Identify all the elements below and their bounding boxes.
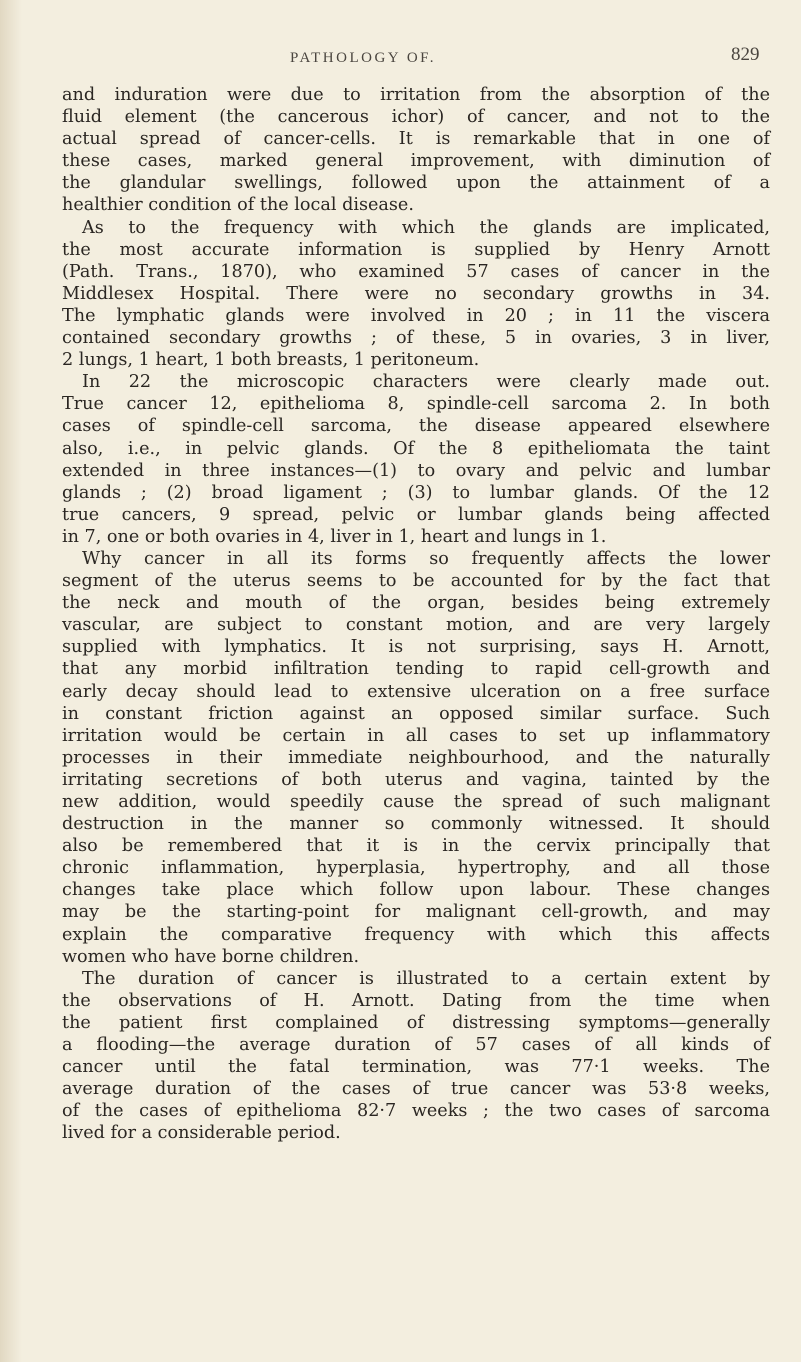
- text-line: in constant friction against an opposed similar surface. Such: [62, 703, 770, 724]
- text-line: processes in their immediate neighbourhood, and the naturally: [62, 747, 770, 768]
- paragraph: [62, 84, 770, 217]
- text-line: True cancer 12, epithelioma 8, spindle-cell sarcoma 2. In both: [62, 394, 770, 415]
- text-line: of the cases of epithelioma 82·7 weeks ; the two cases of sarcoma: [62, 1101, 770, 1122]
- paragraph: [62, 217, 770, 372]
- text-line: supplied with lymphatics. It is not surprising, says H. Arnott,: [62, 637, 770, 658]
- text-line: fluid element (the cancerous ichor) of cancer, and not to the: [62, 107, 770, 128]
- text-line: also, i.e., in pelvic glands. Of the 8 epitheliomata the taint: [62, 438, 770, 459]
- text-line: in 7, one or both ovaries in 4, liver in 1, heart and lungs in 1.: [62, 526, 607, 547]
- text-line: cancer until the fatal termination, was 77·1 weeks. The: [62, 1057, 770, 1078]
- text-line: a flooding—the average duration of 57 cases of all kinds of: [62, 1035, 770, 1056]
- text-line: Middlesex Hospital. There were no secondary growths in 34.: [62, 283, 770, 304]
- text-line: destruction in the manner so commonly witnessed. It should: [62, 814, 770, 835]
- paragraph: [62, 371, 770, 548]
- running-head: PATHOLOGY OF.: [290, 50, 437, 66]
- text-line: early decay should lead to extensive ulceration on a free surface: [62, 681, 770, 702]
- text-line: glands ; (2) broad ligament ; (3) to lumbar glands. Of the 12: [62, 482, 770, 503]
- paragraph: [62, 968, 770, 1145]
- page-number: 829: [731, 44, 760, 65]
- text-line: the glandular swellings, followed upon the attainment of a: [62, 173, 770, 194]
- text-line: new addition, would speedily cause the spread of such malignant: [62, 792, 770, 812]
- text-line: 2 lungs, 1 heart, 1 both breasts, 1 peritoneum.: [62, 350, 480, 371]
- text-line: may be the starting-point for malignant cell-growth, and may: [62, 902, 770, 923]
- text-line: that any morbid infiltration tending to rapid cell-growth and: [62, 659, 770, 680]
- text-line: also be remembered that it is in the cervix principally that: [62, 836, 770, 857]
- text-line: changes take place which follow upon labour. These changes: [62, 880, 770, 901]
- text-line: vascular, are subject to constant motion, and are very largely: [62, 615, 770, 636]
- text-line: (Path. Trans., 1870), who examined 57 cases of cancer in the: [62, 261, 770, 282]
- text-line: explain the comparative frequency with which this affects: [62, 924, 770, 945]
- text-line: these cases, marked general improvement, with diminution of: [62, 151, 770, 172]
- text-line: The lymphatic glands were involved in 20 ; in 11 the viscera: [62, 305, 770, 326]
- text-line: women who have borne children.: [62, 946, 360, 967]
- text-line: The duration of cancer is illustrated to a certain extent by: [82, 968, 770, 989]
- text-line: and induration were due to irritation from the absorption of the: [62, 85, 770, 105]
- paragraph: [62, 548, 770, 968]
- text-line: the neck and mouth of the organ, besides being extremely: [62, 593, 770, 614]
- text-line: segment of the uterus seems to be accounted for by the fact that: [62, 571, 770, 592]
- text-line: the observations of H. Arnott. Dating from the time when: [62, 990, 770, 1011]
- text-line: the most accurate information is supplied by Henry Arnott: [62, 239, 770, 260]
- text-line: cases of spindle-cell sarcoma, the disease appeared elsewhere: [62, 416, 770, 437]
- text-line: the patient first complained of distressing symptoms—generally: [62, 1012, 770, 1033]
- text-line: extended in three instances—(1) to ovary and pelvic and lumbar: [62, 460, 770, 481]
- text-line: irritation would be certain in all cases to set up inflammatory: [62, 725, 770, 746]
- text-line: In 22 the microscopic characters were clearly made out.: [82, 372, 770, 393]
- text-line: Why cancer in all its forms so frequently affects the lower: [82, 548, 770, 569]
- text-line: As to the frequency with which the glands are implicated,: [82, 217, 770, 238]
- text-line: contained secondary growths ; of these, 5 in ovaries, 3 in liver,: [62, 328, 770, 349]
- text-line: healthier condition of the local disease.: [62, 195, 414, 216]
- text-line: lived for a considerable period.: [62, 1123, 341, 1144]
- text-line: actual spread of cancer-cells. It is remarkable that in one of: [62, 129, 770, 150]
- text-line: irritating secretions of both uterus and vagina, tainted by the: [62, 769, 770, 790]
- text-line: average duration of the cases of true cancer was 53·8 weeks,: [62, 1079, 770, 1100]
- text-line: true cancers, 9 spread, pelvic or lumbar glands being affected: [62, 504, 770, 525]
- text-line: chronic inflammation, hyperplasia, hypertrophy, and all those: [62, 858, 770, 879]
- body-text: [62, 84, 770, 1145]
